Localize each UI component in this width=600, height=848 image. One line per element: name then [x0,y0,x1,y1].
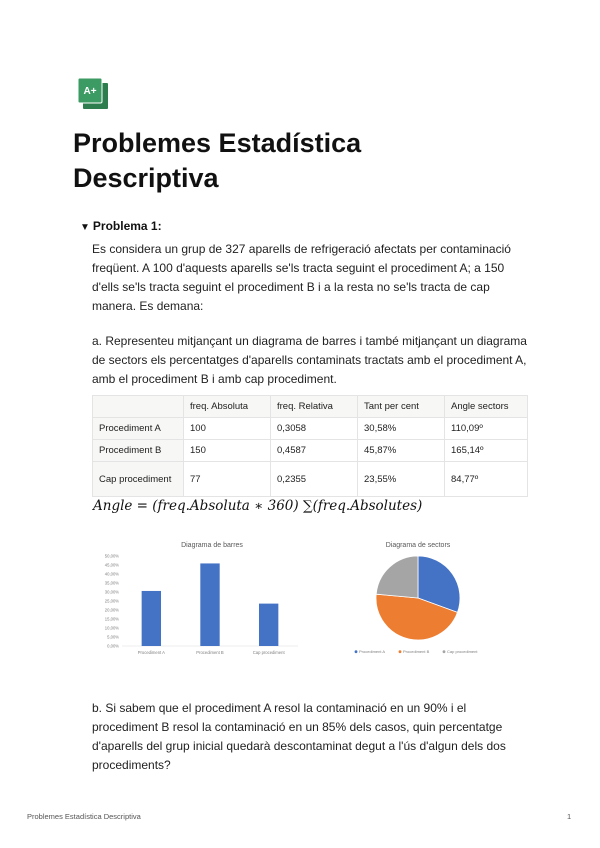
problem-toggle[interactable] [80,219,162,233]
table-cell: 23,55% [358,462,445,497]
bar-chart-tick-label: 45,00% [104,562,119,568]
footer-page-number: 1 [567,812,572,821]
bar-chart-tick-label: 5,00% [107,634,119,640]
table-cell: 110,09º [445,418,528,440]
table-cell: 77 [184,462,271,497]
bar-chart-tick-label: 30,00% [104,589,119,595]
pie-chart-legend-swatch [355,650,358,653]
table-cell: 0,3058 [271,418,358,440]
angle-formula: Angle = (freq.Absoluta ∗ 360) ∑(freq.Absolutes) [93,498,423,514]
pie-chart-legend-label: Procediment B [403,649,430,654]
table-row [93,418,528,440]
problem-part-a: a. Representeu mitjançant un diagrama de barres i també mitjançant un diagrama de sectors els percentatges d'aparells contaminats tractats amb el procediment A, amb el procediment B i amb cap procediment. [92,334,527,386]
problem-toggle-label: Problema 1: [92,219,162,233]
table-cell: 84,77º [445,462,528,497]
table-header-cell: Angle sectors [445,396,528,418]
bar-chart-bar [259,604,278,646]
pie-chart-title: Diagrama de sectors [385,542,451,549]
page-title-line-2: Descriptiva [73,163,219,193]
bar-chart-tick-label: 35,00% [104,580,119,586]
pie-chart-legend-label: Procediment A [359,649,386,654]
bar-chart-tick-label: 20,00% [104,607,119,613]
problem-intro: Es considera un grup de 327 aparells de refrigeració afectats per contaminació freqüent. A 100 d'aquests aparells se'ls tracta seguint el procediment A; a 150 d'ells se'ls tracta seguint el procediment B i a la resta no se'ls tracta de cap manera. Es demana: [92,242,511,313]
table-row-header: Cap procediment [93,462,184,497]
bar-chart-tick-label: 40,00% [104,571,119,577]
pie-chart-slice [376,556,418,598]
table-cell: 45,87% [358,440,445,462]
bar-chart-tick-label: 10,00% [104,625,119,631]
bar-chart-bar [200,563,219,646]
table-cell: 0,4587 [271,440,358,462]
table-cell: 30,58% [358,418,445,440]
footer-document-title: Problemes Estadística Descriptiva [27,812,141,821]
table-row [93,462,528,497]
frequency-table [92,395,528,497]
table-cell: 100 [184,418,271,440]
pie-chart [348,536,488,664]
bar-chart-bar [142,591,161,646]
bar-chart-tick-label: 25,00% [104,598,119,604]
table-row [93,440,528,462]
table-cell: 165,14º [445,440,528,462]
triangle-down-icon[interactable]: ▼ [80,222,90,233]
table-header-cell: freq. Relativa [271,396,358,418]
table-header-cell: freq. Absoluta [184,396,271,418]
grade-a-plus-icon [78,78,108,109]
bar-chart-tick-label: 0,00% [107,643,119,649]
problem-part-b: b. Si sabem que el procediment A resol la contaminació en un 90% i el procediment B resol la contaminació en un 85% dels casos, quin percentatge d'aparells del grup inicial quedarà descontaminat degut a l'ús d'algun dels dos procediments? [92,701,506,772]
bar-chart [92,536,302,664]
table-row-header: Procediment A [93,418,184,440]
table-header-row [93,396,528,418]
bar-chart-category-label: Procediment B [196,650,224,655]
table-cell: 150 [184,440,271,462]
bar-chart-title: Diagrama de barres [181,542,243,549]
table-row-header: Procediment B [93,440,184,462]
pie-chart-legend-label: Cap procediment [447,649,478,654]
page-title-line-1: Problemes Estadística [73,128,362,158]
table-header-cell: Tant per cent [358,396,445,418]
bar-chart-category-label: Procediment A [137,650,165,655]
pie-chart-legend-swatch [443,650,446,653]
pie-chart-legend-swatch [399,650,402,653]
page-title [73,126,533,196]
table-cell: 0,2355 [271,462,358,497]
bar-chart-tick-label: 15,00% [104,616,119,622]
logo-text: A+ [83,86,97,97]
table-header-cell [93,396,184,418]
bar-chart-tick-label: 50,00% [104,553,119,559]
bar-chart-category-label: Cap procediment [252,650,285,655]
